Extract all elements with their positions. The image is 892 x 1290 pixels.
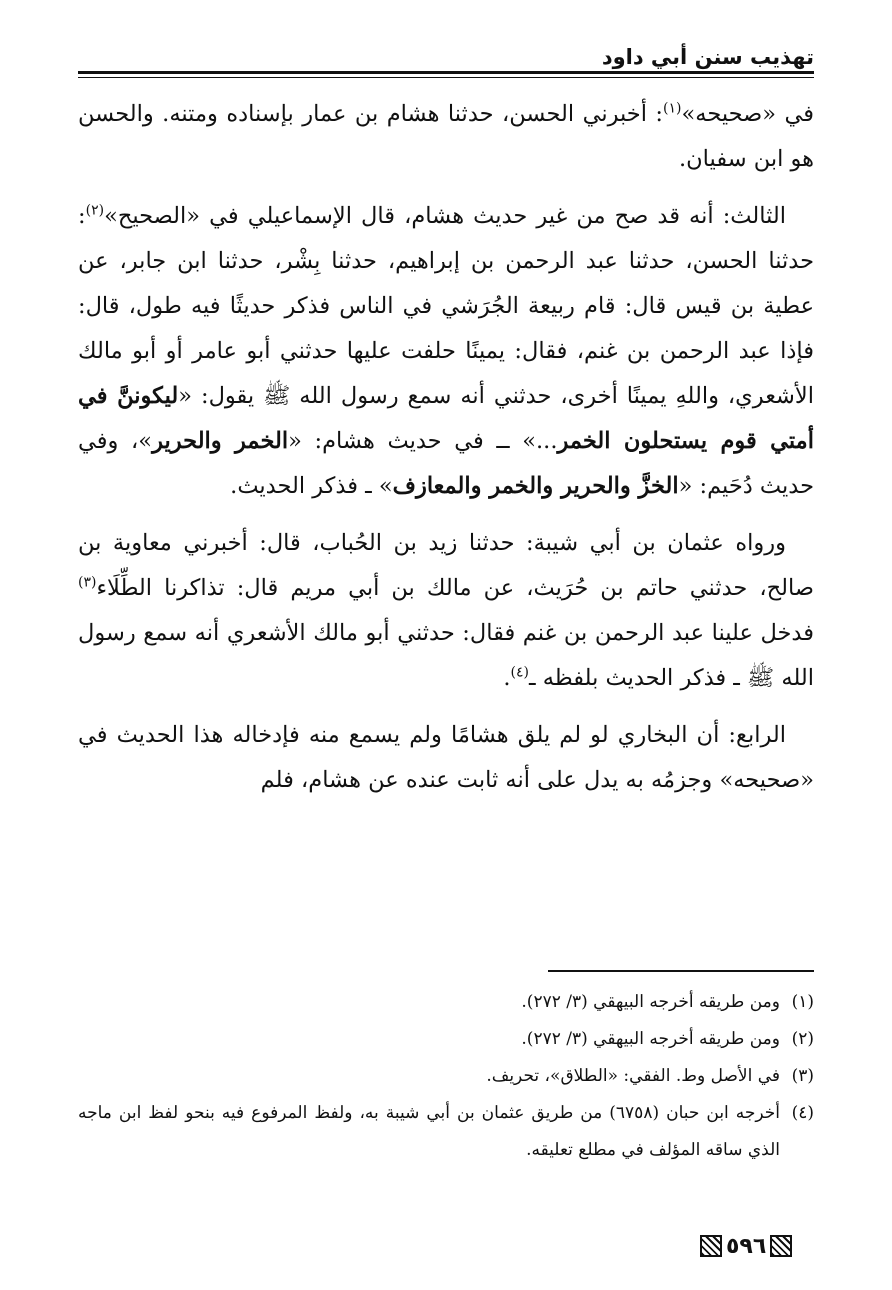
- text-run: الثالث: أنه قد صح من غير حديث هشام، قال الإسماعيلي في «الصحيح»: [104, 203, 786, 229]
- footnote-number: (١): [791, 992, 814, 1012]
- paragraph-1: [78, 92, 814, 182]
- footnote-ref-4[interactable]: (٤): [510, 664, 529, 681]
- main-text: [78, 92, 814, 815]
- footnote-1: [78, 984, 814, 1021]
- header-rule-thick: [78, 71, 814, 74]
- footnote-number: (٢): [791, 1029, 814, 1049]
- footnote-text: أخرجه ابن حبان (٦٧٥٨) من طريق عثمان بن أبي شيبة به، ولفظ المرفوع فيه بنحو لفظ ابن ماجه الذي ساقه المؤلف في مطلع تعليقه.: [78, 1103, 780, 1160]
- footnote-ref-2[interactable]: (٢): [85, 202, 105, 219]
- footnote-3: [78, 1058, 814, 1095]
- footnote-4: [78, 1095, 814, 1169]
- running-title: تهذيب سنن أبي داود: [601, 45, 814, 69]
- footnotes: [78, 984, 814, 1169]
- text-run: ...» ــ في حديث هشام: «: [288, 428, 558, 454]
- footnote-separator: [548, 970, 814, 972]
- paragraph-2: [78, 194, 814, 509]
- footnote-text: ومن طريقه أخرجه البيهقي (٣/ ٢٧٢).: [521, 1029, 780, 1049]
- text-run: في «صحيحه»: [681, 101, 815, 127]
- footnote-2: [78, 1021, 814, 1058]
- text-run: ورواه عثمان بن أبي شيبة: حدثنا زيد بن الحُباب، قال: أخبرني معاوية بن صالح، حدثني حاتم بن حُرَيث، عن مالك بن أبي مريم قال: تذاكرنا الطِّلَاء: [78, 530, 814, 601]
- paragraph-3: [78, 521, 814, 701]
- footnote-ref-1[interactable]: (١): [663, 100, 682, 117]
- footnote-number: (٣): [791, 1066, 814, 1086]
- hadith-quote-bold: الخزَّ والحرير والخمر والمعازف: [392, 473, 679, 499]
- ornament-icon: [770, 1235, 792, 1257]
- text-run: : أخبرني الحسن، حدثنا هشام بن عمار بإسناده ومتنه. والحسن هو ابن سفيان.: [78, 101, 814, 172]
- text-run: فدخل علينا عبد الرحمن بن غنم فقال: حدثني أبو مالك الأشعري أنه سمع رسول الله ﷺ ـ فذكر الحديث بلفظه ـ: [78, 620, 814, 691]
- footnote-ref-3[interactable]: (٣): [78, 574, 97, 591]
- text-run: .: [503, 665, 511, 691]
- page-folio: [700, 1230, 792, 1262]
- footnote-number: (٤): [791, 1103, 814, 1123]
- paragraph-4: الرابع: أن البخاري لو لم يلق هشامًا ولم يسمع منه فإدخاله هذا الحديث في «صحيحه» وجزمُه به يدل على أنه ثابت عنده عن هشام، فلم: [78, 722, 814, 793]
- page-number: ٥٩٦: [726, 1233, 767, 1259]
- ornament-icon: [700, 1235, 722, 1257]
- footnote-text: ومن طريقه أخرجه البيهقي (٣/ ٢٧٢).: [521, 992, 780, 1012]
- hadith-quote-bold: الخمر والحرير: [152, 428, 289, 454]
- footnote-text: في الأصل وط. الفقي: «الطلاق»، تحريف.: [486, 1066, 780, 1086]
- hadith-quote-bold: ليكوننَّ في أمتي قوم يستحلون الخمر: [78, 383, 814, 454]
- text-run: : حدثنا الحسن، حدثنا عبد الرحمن بن إبراهيم، حدثنا بِشْر، حدثنا ابن جابر، عن عطية بن قيس قال: قام ربيعة الجُرَشي في الناس فذكر حديثًا فيه طول، قال: فإذا عبد الرحمن بن غنم، فقال: يمينًا حلفت عليها حدثني أبو عامر أو أبو مالك الأشعري، واللهِ يمينًا أخرى، حدثني أنه سمع رسول الله ﷺ يقول: «: [78, 203, 814, 409]
- text-run: »، وفي حديث دُحَيم: «: [78, 428, 814, 499]
- text-run: » ـ فذكر الحديث.: [230, 473, 393, 499]
- header-rule-thin: [78, 77, 814, 78]
